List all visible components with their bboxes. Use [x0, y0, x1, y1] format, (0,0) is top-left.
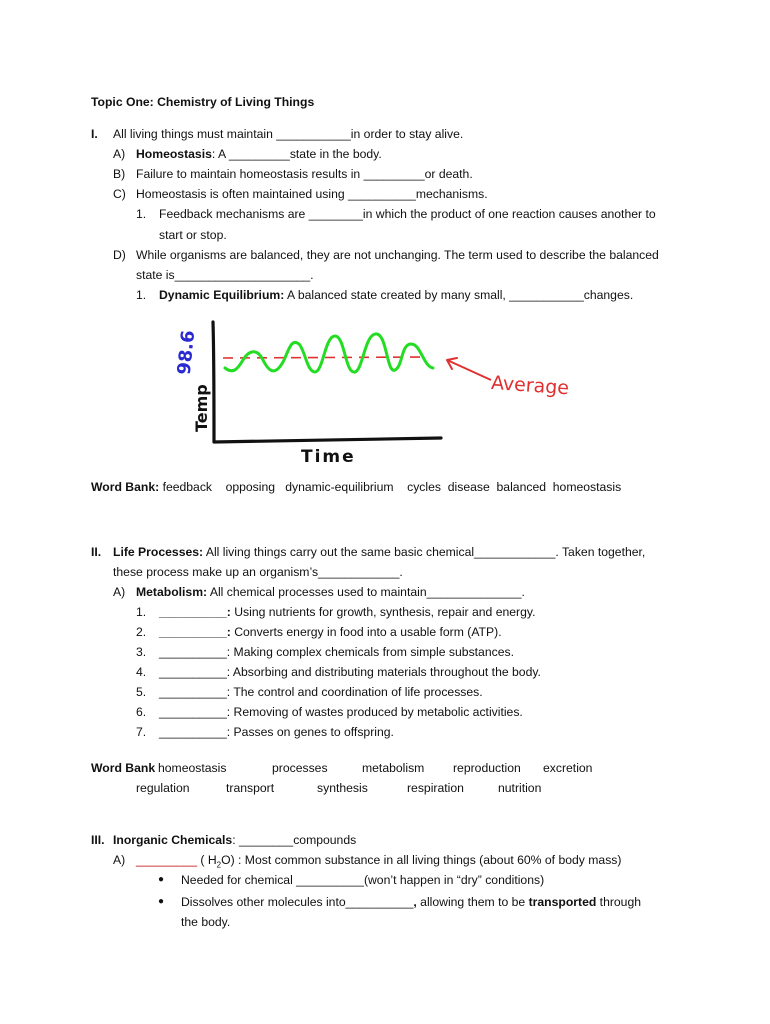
- term-metabolism: Metabolism:: [136, 585, 208, 599]
- average-line: [223, 357, 427, 358]
- bullet-2-text: [181, 892, 641, 912]
- item-3a-formula-post: O) : Most common substance in all living things (about 60% of body mass): [221, 853, 622, 867]
- list-item-7-blank: __________: [159, 725, 227, 739]
- list-item-2-text: Converts energy in food into a usable form (ATP).: [230, 625, 502, 639]
- list-item-6: [159, 702, 523, 722]
- section-1-label: I.: [91, 127, 98, 141]
- list-item-1-blank: __________:: [159, 605, 231, 619]
- list-item-2-num: 2.: [136, 625, 147, 639]
- list-item-5-num: 5.: [136, 685, 147, 699]
- bullet-2-post: through: [596, 895, 642, 909]
- item-b-text: Failure to maintain homeostasis results in _________or death.: [136, 167, 473, 181]
- list-item-1-text: Using nutrients for growth, synthesis, repair and energy.: [230, 605, 536, 619]
- arrow-icon: [447, 360, 491, 380]
- item-c-label: C): [113, 187, 126, 201]
- item-d-text: While organisms are balanced, they are not unchanging. The term used to describe the balanced: [136, 248, 659, 262]
- bullet-2-mid: allowing them to be: [416, 895, 529, 909]
- word-bank-1: [91, 477, 621, 497]
- list-item-3-text: : Making complex chemicals from simple substances.: [226, 645, 514, 659]
- item-c-text: Homeostasis is often maintained using __________mechanisms.: [136, 187, 488, 201]
- list-item-3-blank: __________: [159, 645, 227, 659]
- oscillation-line: [225, 334, 433, 372]
- word-bank-2-word-8: synthesis: [317, 781, 368, 795]
- word-bank-2-label: Word Bank: [91, 761, 156, 775]
- item-3a-label: A): [113, 853, 126, 867]
- item-c1-text: Feedback mechanisms are ________in which the product of one reaction causes another to: [159, 207, 656, 221]
- list-item-2-blank: __________:: [159, 625, 231, 639]
- list-item-3: [159, 642, 514, 662]
- item-2a-label: A): [113, 585, 126, 599]
- item-b-label: B): [113, 167, 126, 181]
- y-value-label: 98.6: [173, 329, 200, 376]
- dynamic-equilibrium-sketch: [165, 316, 595, 466]
- graph-axes: [213, 322, 441, 442]
- list-item-1-num: 1.: [136, 605, 147, 619]
- list-item-4-num: 4.: [136, 665, 147, 679]
- list-item-3-num: 3.: [136, 645, 147, 659]
- list-item-2: [159, 622, 502, 642]
- item-2a-rest: All chemical processes used to maintain______________.: [207, 585, 525, 599]
- item-d-cont: state is____________________.: [136, 268, 314, 282]
- section-3-text: [113, 830, 356, 850]
- x-axis-label: Time: [301, 447, 356, 466]
- section-1-text: All living things must maintain ___________in order to stay alive.: [113, 127, 464, 141]
- item-a-label: A): [113, 147, 126, 161]
- term-life-processes: Life Processes:: [113, 545, 204, 559]
- list-item-4: [159, 662, 541, 682]
- word-bank-2-word-6: regulation: [136, 781, 190, 795]
- bullet-1-text: Needed for chemical __________(won’t happen in “dry” conditions): [181, 873, 545, 887]
- word-bank-2-word-10: nutrition: [498, 781, 542, 795]
- item-a-rest: : A _________state in the body.: [211, 147, 382, 161]
- item-3a-blank: _________: [136, 853, 198, 867]
- list-item-7-text: : Passes on genes to offspring.: [226, 725, 394, 739]
- list-item-4-text: : Absorbing and distributing materials throughout the body.: [226, 665, 541, 679]
- word-bank-2-word-3: metabolism: [362, 761, 425, 775]
- list-item-6-num: 6.: [136, 705, 147, 719]
- bullet-2-comma: ,: [413, 895, 417, 909]
- item-d1-text: [159, 285, 633, 305]
- list-item-5: [159, 682, 483, 702]
- item-d1-rest: A balanced state created by many small, ___________changes.: [284, 288, 634, 302]
- term-inorganic-chemicals: Inorganic Chemicals: [113, 833, 233, 847]
- word-bank-2-word-2: processes: [272, 761, 328, 775]
- list-item-1: [159, 602, 535, 622]
- list-item-7-num: 7.: [136, 725, 147, 739]
- item-3a-formula-pre: ( H: [197, 853, 217, 867]
- section-2-text: [113, 542, 645, 562]
- bullet-2-pre: Dissolves other molecules into__________: [181, 895, 414, 909]
- item-c1-cont: start or stop.: [159, 228, 227, 242]
- list-item-5-text: : The control and coordination of life processes.: [226, 685, 483, 699]
- item-a-text: [136, 144, 382, 164]
- bullet-2-cont: the body.: [181, 915, 231, 929]
- section-2-label: II.: [91, 545, 102, 559]
- word-bank-2-word-1: homeostasis: [158, 761, 227, 775]
- bullet-icon: ●: [158, 874, 165, 885]
- list-item-5-blank: __________: [159, 685, 227, 699]
- average-annotation: Average: [490, 371, 570, 400]
- list-item-7: [159, 722, 394, 742]
- item-2a-text: [136, 582, 525, 602]
- bullet-icon: ●: [158, 896, 165, 907]
- word-bank-2-word-4: reproduction: [453, 761, 521, 775]
- term-homeostasis: Homeostasis: [136, 147, 212, 161]
- word-bank-2-word-5: excretion: [543, 761, 593, 775]
- item-d-label: D): [113, 248, 126, 262]
- section-3-label: III.: [91, 833, 105, 847]
- section-2-rest: All living things carry out the same basic chemical____________. Taken together,: [203, 545, 646, 559]
- list-item-6-blank: __________: [159, 705, 227, 719]
- section-3-rest: : ________compounds: [232, 833, 357, 847]
- section-2-cont: these process make up an organism’s____________.: [113, 565, 403, 579]
- word-bank-1-words: feedback opposing dynamic-equilibrium cycles disease balanced homeostasis: [162, 480, 622, 494]
- item-3a-formula-sub: 2: [216, 860, 222, 870]
- word-bank-1-label: Word Bank:: [91, 480, 160, 494]
- item-c1-label: 1.: [136, 207, 147, 221]
- item-3a-text: [136, 850, 621, 870]
- term-transported: transported: [528, 895, 597, 909]
- page-title: Topic One: Chemistry of Living Things: [91, 95, 315, 109]
- item-d1-label: 1.: [136, 288, 147, 302]
- y-axis-label: Temp: [192, 384, 211, 432]
- word-bank-2-word-7: transport: [226, 781, 275, 795]
- term-dynamic-equilibrium: Dynamic Equilibrium:: [159, 288, 285, 302]
- list-item-4-blank: __________: [159, 665, 227, 679]
- list-item-6-text: : Removing of wastes produced by metabolic activities.: [226, 705, 523, 719]
- word-bank-2-word-9: respiration: [407, 781, 464, 795]
